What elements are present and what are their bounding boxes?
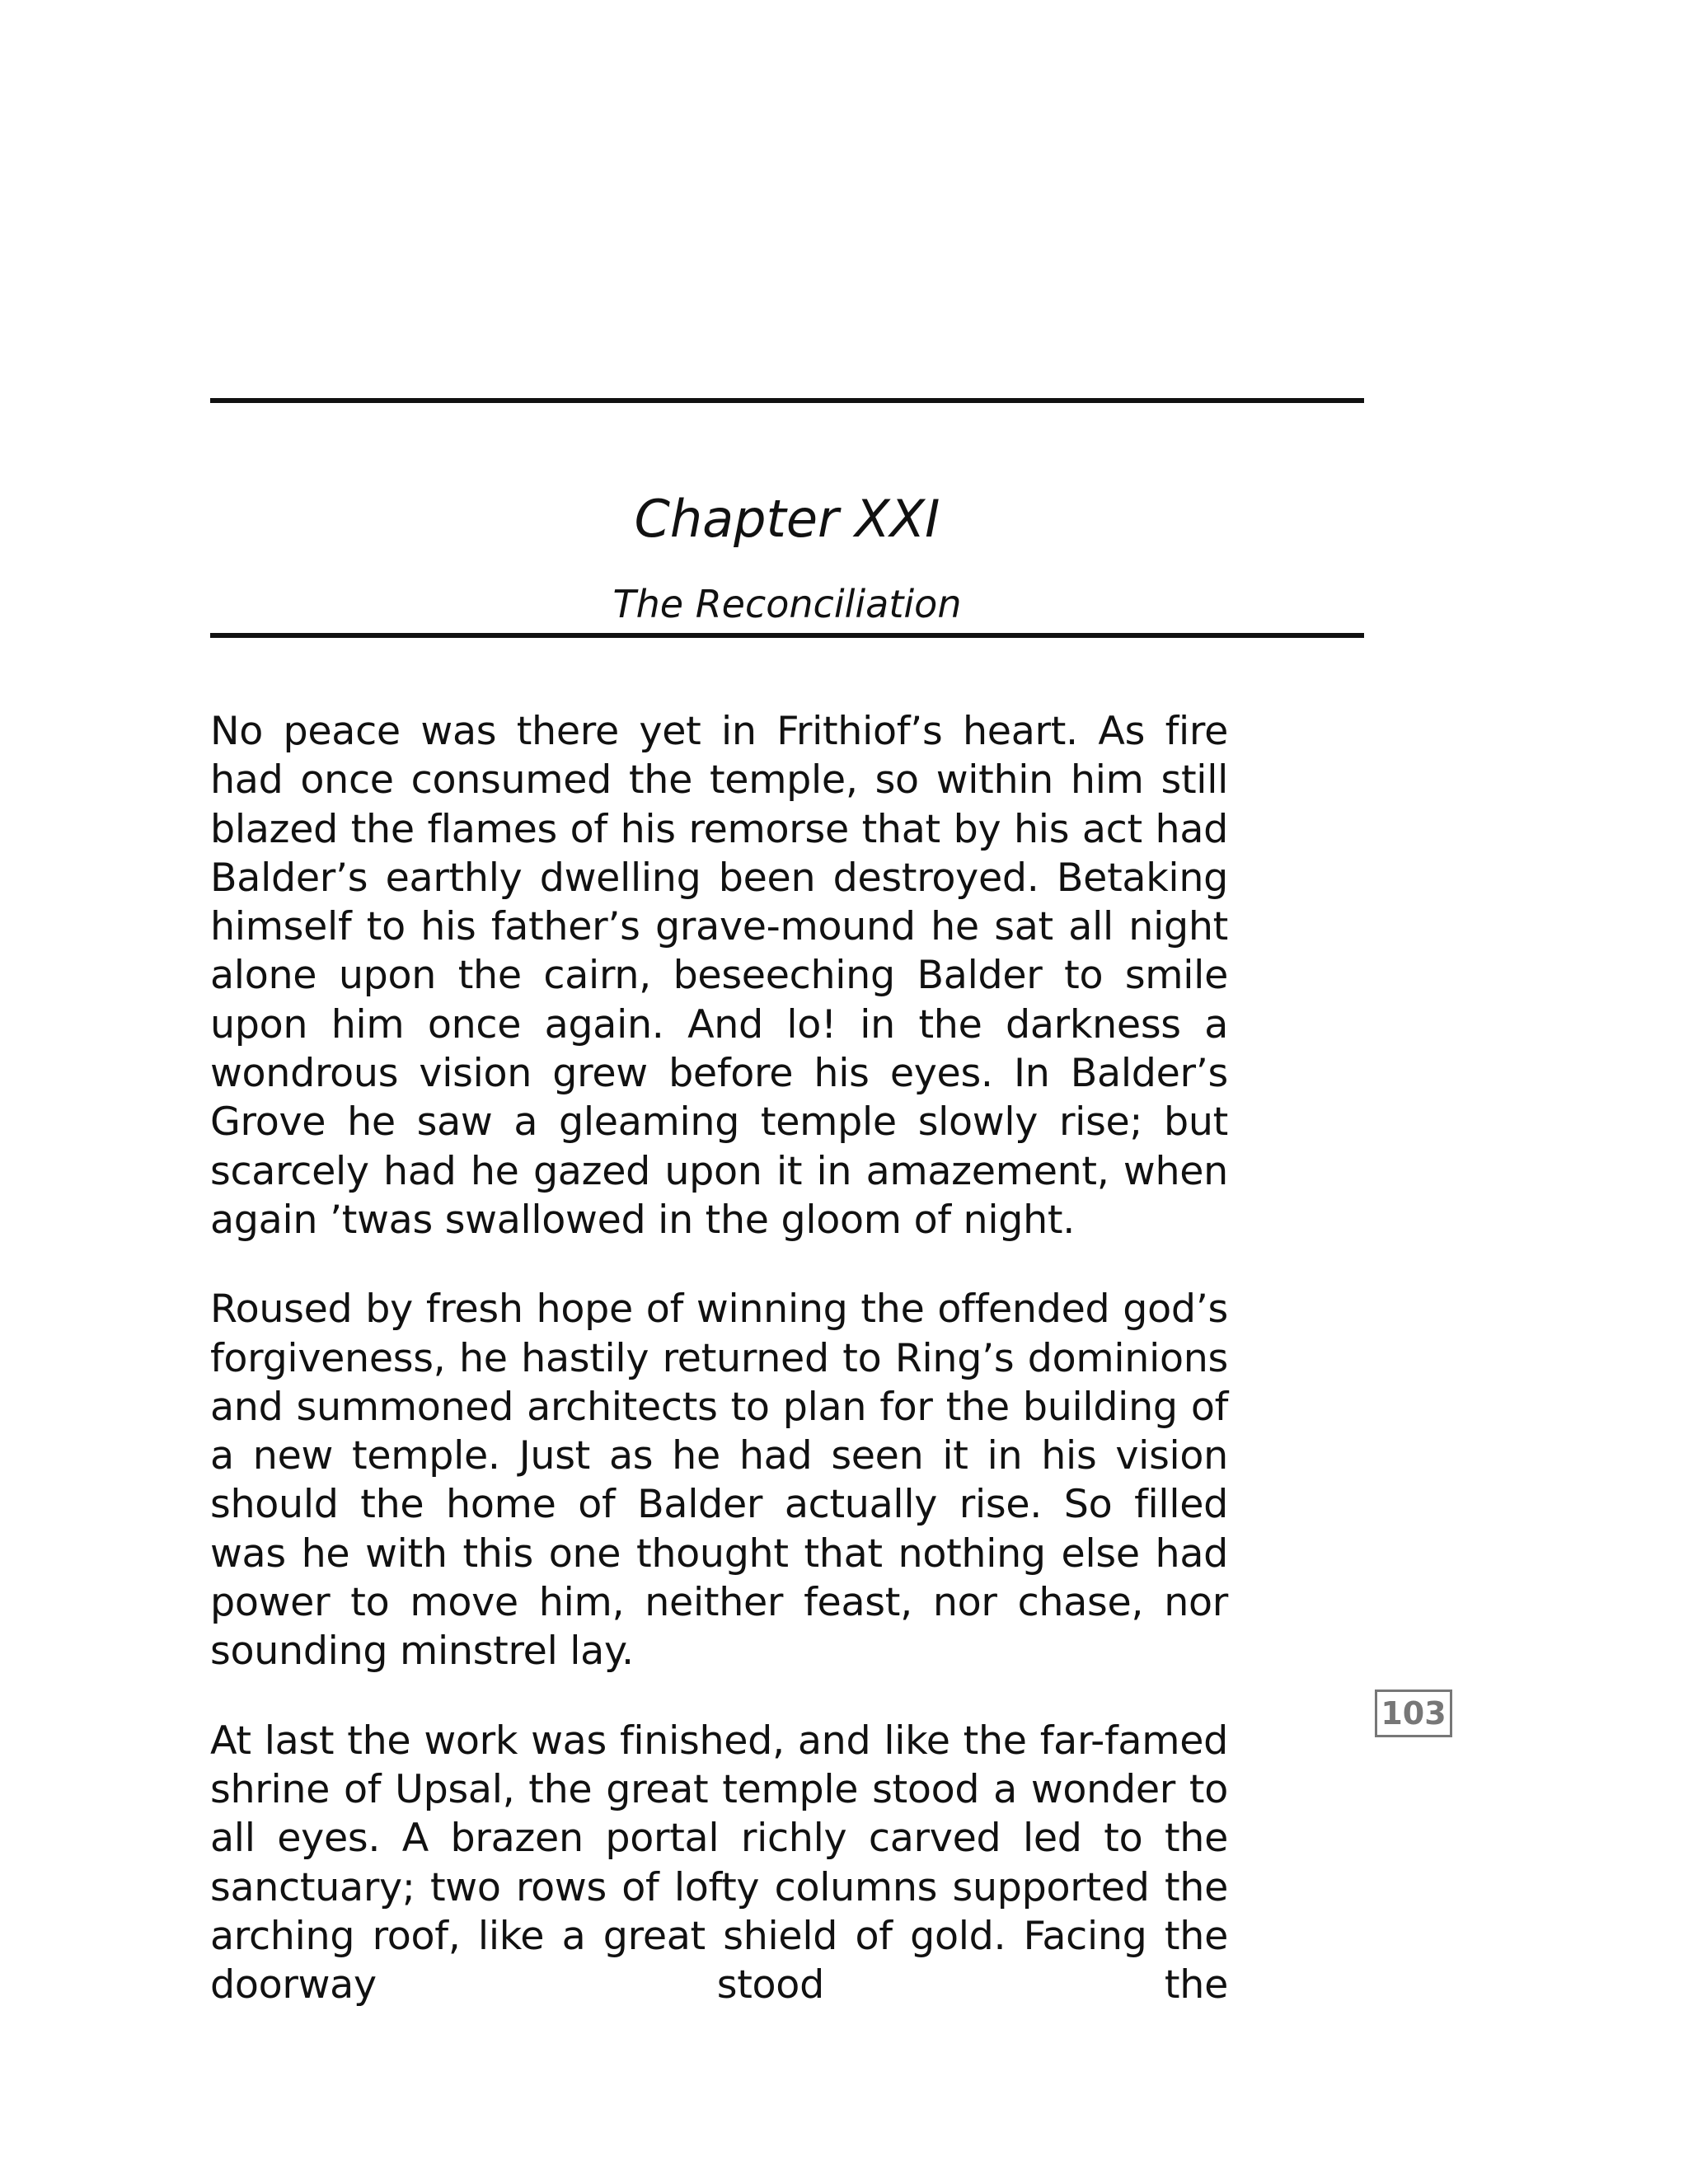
top-rule	[210, 398, 1364, 403]
body-text	[210, 707, 1228, 2050]
chapter-title: Chapter XXI	[634, 489, 940, 549]
paragraph: Roused by fresh hope of winning the offended god’s forgiveness, he hastily returned to Ring’s dominions and summoned architects to plan for the building of a new temple. Just as he had seen it in his vision should the home of Balder actually rise. So filled was he with this one thought that nothing else had power to move him, neither feast, nor chase, nor sounding minstrel lay.	[210, 1286, 1228, 1675]
paragraph: No peace was there yet in Frithiof’s heart. As fire had once consumed the temple, so within him still blazed the flames of his remorse that by his act had Balder’s earthly dwelling been destroyed. Betaking himself to his father’s grave-mound he sat all night alone upon the cairn, beseeching Balder to smile upon him once again. And lo! in the darkness a wondrous vision grew before his eyes. In Balder’s Grove he saw a gleaming temple slowly rise; but scarcely had he gazed upon it in amazement, when again ’twas swallowed in the gloom of night.	[210, 709, 1228, 1243]
chapter-subtitle: The Reconciliation	[612, 582, 962, 626]
page-number: 103	[1375, 1690, 1452, 1737]
paragraph: At last the work was finished, and like the far-famed shrine of Upsal, the great temple stood a wonder to all eyes. A brazen portal richly carved led to the sanctuary; two rows of lofty columns supported the arching roof, like a great shield of gold. Facing the doorway stood the	[210, 1718, 1228, 2008]
bottom-rule	[210, 633, 1364, 638]
